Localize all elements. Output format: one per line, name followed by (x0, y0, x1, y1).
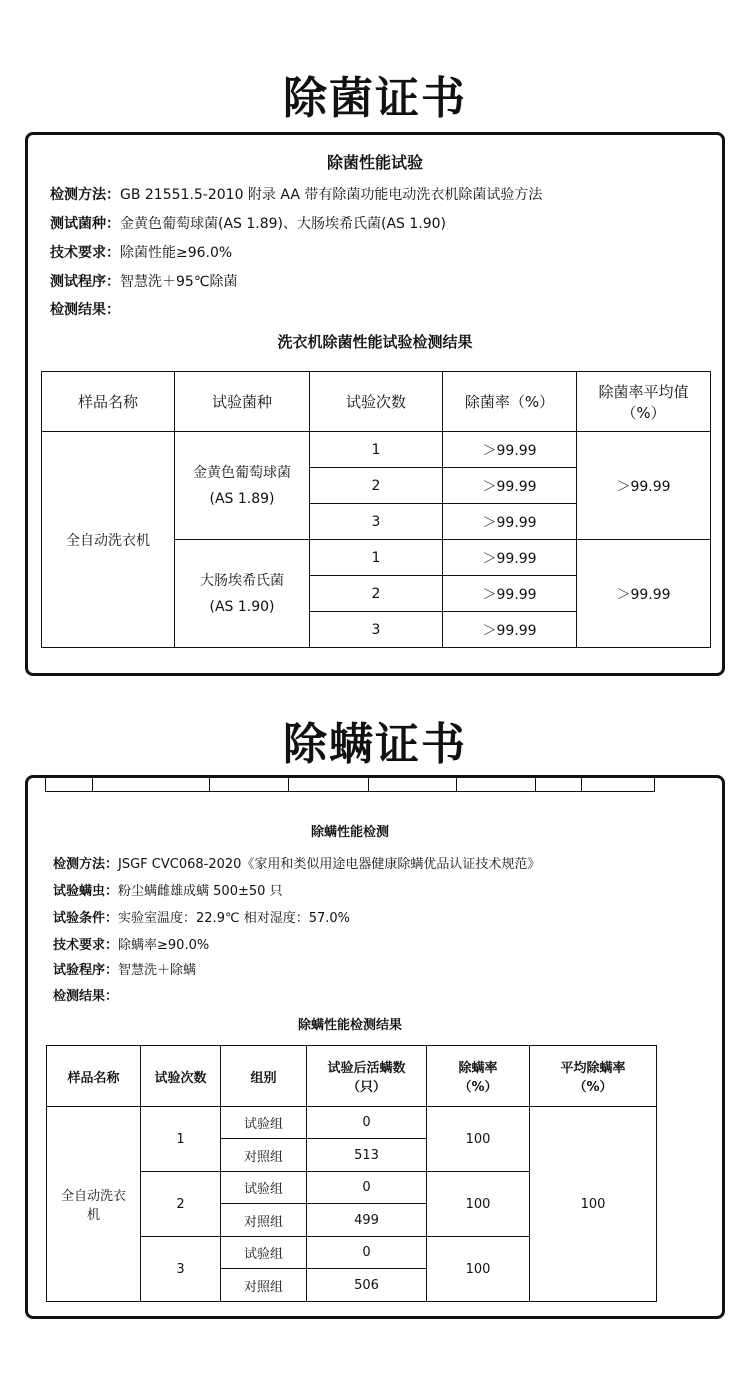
method-value: GB 21551.5-2010 附录 AA 带有除菌功能电动洗衣机除菌试验方法 (120, 187, 543, 203)
strain-cell (175, 540, 310, 648)
sample-name-cell: 全自动洗衣机 (42, 432, 175, 648)
header-mite-removal-rate-line2: （%） (458, 1080, 498, 1095)
mite-condition-line (53, 907, 350, 926)
average-rate: ＞99.99 (577, 540, 711, 648)
header-mite-removal-rate-line1: 除螨率 (458, 1061, 498, 1076)
trial-number: 2 (310, 468, 443, 504)
sterilization-certificate-title: 除菌证书 (283, 73, 467, 124)
mite-method-line (53, 853, 540, 872)
table-row (42, 432, 711, 468)
header-average-mite-removal-rate-line1: 平均除螨率 (560, 1061, 626, 1076)
mite-test-subtitle: 除螨性能检测 (310, 825, 389, 840)
result-line (50, 299, 120, 319)
strain-label: 测试菌种： (50, 216, 120, 232)
removal-rate: ＞99.99 (443, 540, 577, 576)
mite-method-label: 检测方法： (53, 857, 119, 872)
removal-rate: ＞99.99 (443, 468, 577, 504)
trial-number: 1 (141, 1107, 221, 1172)
header-average-rate-line2: （%） (621, 403, 666, 422)
sterilization-table-title: 洗衣机除菌性能试验检测结果 (277, 333, 473, 351)
group-name: 对照组 (221, 1269, 307, 1302)
mite-condition-value: 实验室温度：22.9℃ 相对湿度：57.0% (118, 911, 350, 926)
header-live-mites-line1: 试验后活螨数 (327, 1061, 406, 1076)
removal-rate: ＞99.99 (443, 576, 577, 612)
live-mite-count: 499 (307, 1204, 427, 1237)
procedure-line (50, 271, 238, 291)
mite-results-table (46, 1045, 657, 1302)
mite-table-header-row (47, 1046, 657, 1107)
requirement-value: 除菌性能≥96.0% (120, 245, 233, 261)
mite-requirement-label: 技术要求： (53, 938, 119, 953)
requirement-label: 技术要求： (50, 245, 120, 261)
mite-sample-name-line2: 机 (86, 1208, 100, 1223)
mite-species-line (53, 880, 283, 899)
strain-code: (AS 1.90) (209, 598, 275, 615)
cropped-table-fragment (45, 775, 655, 792)
mite-result-label: 检测结果： (53, 989, 119, 1004)
group-name: 试验组 (221, 1107, 307, 1139)
header-live-mites (307, 1046, 427, 1107)
strain-name: 大肠埃希氏菌 (200, 572, 284, 589)
mite-condition-label: 试验条件： (53, 911, 119, 926)
group-name: 对照组 (221, 1204, 307, 1237)
header-sample-name: 样品名称 (42, 372, 175, 432)
mite-result-line (53, 985, 118, 1004)
header-group: 组别 (221, 1046, 307, 1107)
procedure-label: 测试程序： (50, 274, 120, 290)
table-row (47, 1107, 657, 1139)
mite-removal-rate: 100 (427, 1172, 530, 1237)
trial-number: 3 (141, 1237, 221, 1302)
live-mite-count: 513 (307, 1139, 427, 1172)
mite-sample-name-cell (47, 1107, 141, 1302)
trial-number: 1 (310, 432, 443, 468)
header-test-strain: 试验菌种 (175, 372, 310, 432)
method-line (50, 184, 542, 204)
header-trial-count: 试验次数 (141, 1046, 221, 1107)
live-mite-count: 506 (307, 1269, 427, 1302)
removal-rate: ＞99.99 (443, 612, 577, 648)
trial-number: 2 (310, 576, 443, 612)
mite-procedure-value: 智慧洗＋除螨 (118, 963, 197, 978)
header-average-rate (577, 372, 711, 432)
mite-method-value: JSGF CVC068-2020《家用和类似用途电器健康除螨优品认证技术规范》 (118, 857, 541, 872)
mite-species-label: 试验螨虫： (53, 884, 119, 899)
mite-removal-rate: 100 (427, 1237, 530, 1302)
mite-requirement-line (53, 934, 209, 953)
strain-cell (175, 432, 310, 540)
mite-species-value: 粉尘螨雌雄成螨 500±50 只 (118, 884, 283, 899)
live-mite-count: 0 (307, 1172, 427, 1204)
result-label: 检测结果： (50, 302, 120, 318)
group-name: 对照组 (221, 1139, 307, 1172)
trial-number: 3 (310, 612, 443, 648)
sterilization-test-subtitle: 除菌性能试验 (326, 153, 423, 172)
strain-name: 金黄色葡萄球菌 (193, 464, 291, 481)
mite-removal-certificate-title: 除螨证书 (283, 719, 467, 770)
header-average-rate-line1: 除菌率平均值 (598, 382, 689, 401)
group-name: 试验组 (221, 1237, 307, 1269)
mite-procedure-label: 试验程序： (53, 963, 119, 978)
header-mite-removal-rate (427, 1046, 530, 1107)
header-average-mite-removal-rate (530, 1046, 657, 1107)
group-name: 试验组 (221, 1172, 307, 1204)
average-rate: ＞99.99 (577, 432, 711, 540)
removal-rate: ＞99.99 (443, 504, 577, 540)
header-removal-rate: 除菌率（%） (443, 372, 577, 432)
header-average-mite-removal-rate-line2: （%） (573, 1080, 613, 1095)
average-mite-removal-rate: 100 (530, 1107, 657, 1302)
sterilization-results-table (41, 371, 711, 648)
strain-value: 金黄色葡萄球菌(AS 1.89)、大肠埃希氏菌(AS 1.90) (120, 216, 447, 232)
header-live-mites-line2: （只） (346, 1080, 386, 1095)
mite-requirement-value: 除螨率≥90.0% (118, 938, 210, 953)
table-header-row (42, 372, 711, 432)
mite-removal-rate: 100 (427, 1107, 530, 1172)
live-mite-count: 0 (307, 1107, 427, 1139)
procedure-value: 智慧洗＋95℃除菌 (120, 274, 238, 290)
trial-number: 2 (141, 1172, 221, 1237)
removal-rate: ＞99.99 (443, 432, 577, 468)
header-trial-count: 试验次数 (310, 372, 443, 432)
requirement-line (50, 242, 232, 262)
mite-sample-name-line1: 全自动洗衣 (60, 1189, 126, 1204)
live-mite-count: 0 (307, 1237, 427, 1269)
method-label: 检测方法： (50, 187, 120, 203)
trial-number: 3 (310, 504, 443, 540)
mite-procedure-line (53, 959, 196, 978)
mite-table-title: 除螨性能检测结果 (297, 1018, 402, 1033)
trial-number: 1 (310, 540, 443, 576)
strain-code: (AS 1.89) (209, 490, 275, 507)
strain-line (50, 213, 446, 233)
header-sample-name: 样品名称 (47, 1046, 141, 1107)
